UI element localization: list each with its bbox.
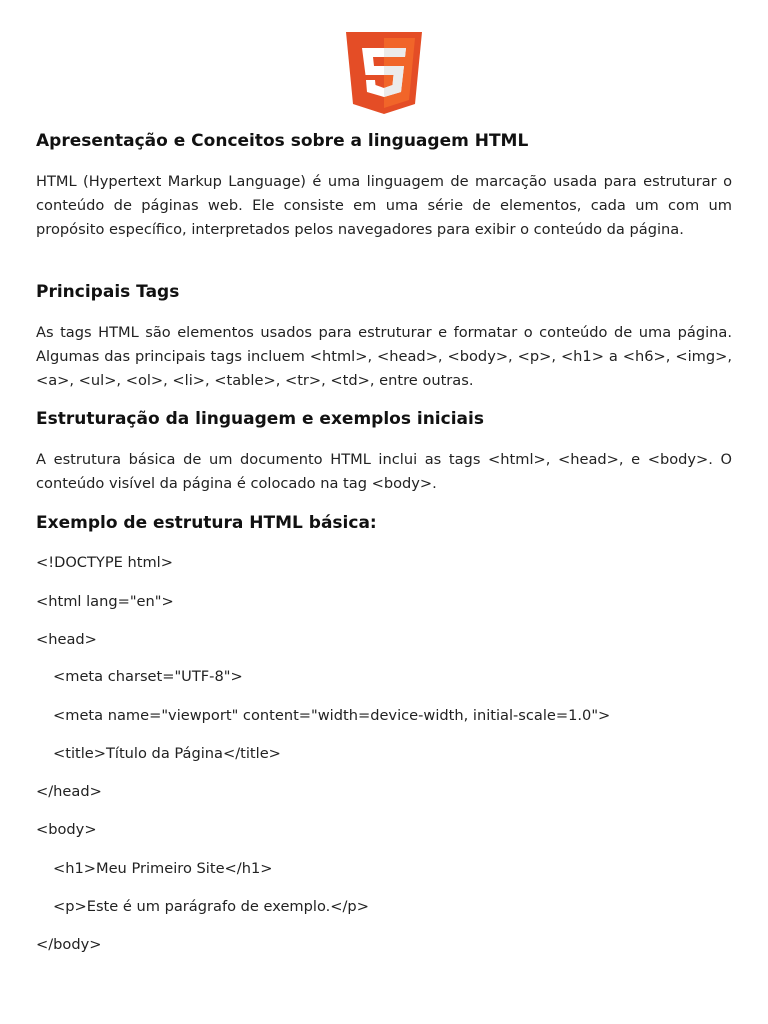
code-line: <html lang="en"> xyxy=(36,593,174,610)
html5-logo-icon xyxy=(346,32,422,114)
code-line: <title>Título da Página</title> xyxy=(53,745,281,762)
section-paragraph-tags: As tags HTML são elementos usados para estruturar e formatar o conteúdo de uma página. Algumas das principais tags incluem <html>, <head>, <body>, <p>, <h1> a <h6>, <img>, <a>, <ul>, <ol>, <li>, <table>, <tr>, <td>, entre outras. xyxy=(36,324,732,389)
code-line: <meta charset="UTF-8"> xyxy=(53,668,243,685)
code-line: <p>Este é um parágrafo de exemplo.</p> xyxy=(53,898,369,915)
code-line: <head> xyxy=(36,631,97,648)
code-line: <!DOCTYPE html> xyxy=(36,554,173,571)
section-heading-structure: Estruturação da linguagem e exemplos iniciais xyxy=(36,409,484,429)
code-line: <body> xyxy=(36,821,97,838)
code-line: <meta name="viewport" content="width=device-width, initial-scale=1.0"> xyxy=(53,707,611,724)
code-line: <h1>Meu Primeiro Site</h1> xyxy=(53,860,273,877)
section-heading-example: Exemplo de estrutura HTML básica: xyxy=(36,513,377,533)
code-line: </head> xyxy=(36,783,102,800)
section-paragraph-concepts: HTML (Hypertext Markup Language) é uma linguagem de marcação usada para estruturar o conteúdo de páginas web. Ele consiste em uma série de elementos, cada um com um propósito específico, interpretados pelos navegadores para exibir o conteúdo da página. xyxy=(36,173,732,238)
section-paragraph-structure: A estrutura básica de um documento HTML inclui as tags <html>, <head>, e <body>. O conteúdo visível da página é colocado na tag <body>. xyxy=(36,451,732,492)
section-heading-concepts: Apresentação e Conceitos sobre a linguagem HTML xyxy=(36,131,529,151)
section-heading-tags: Principais Tags xyxy=(36,282,180,302)
code-line: </body> xyxy=(36,936,102,953)
